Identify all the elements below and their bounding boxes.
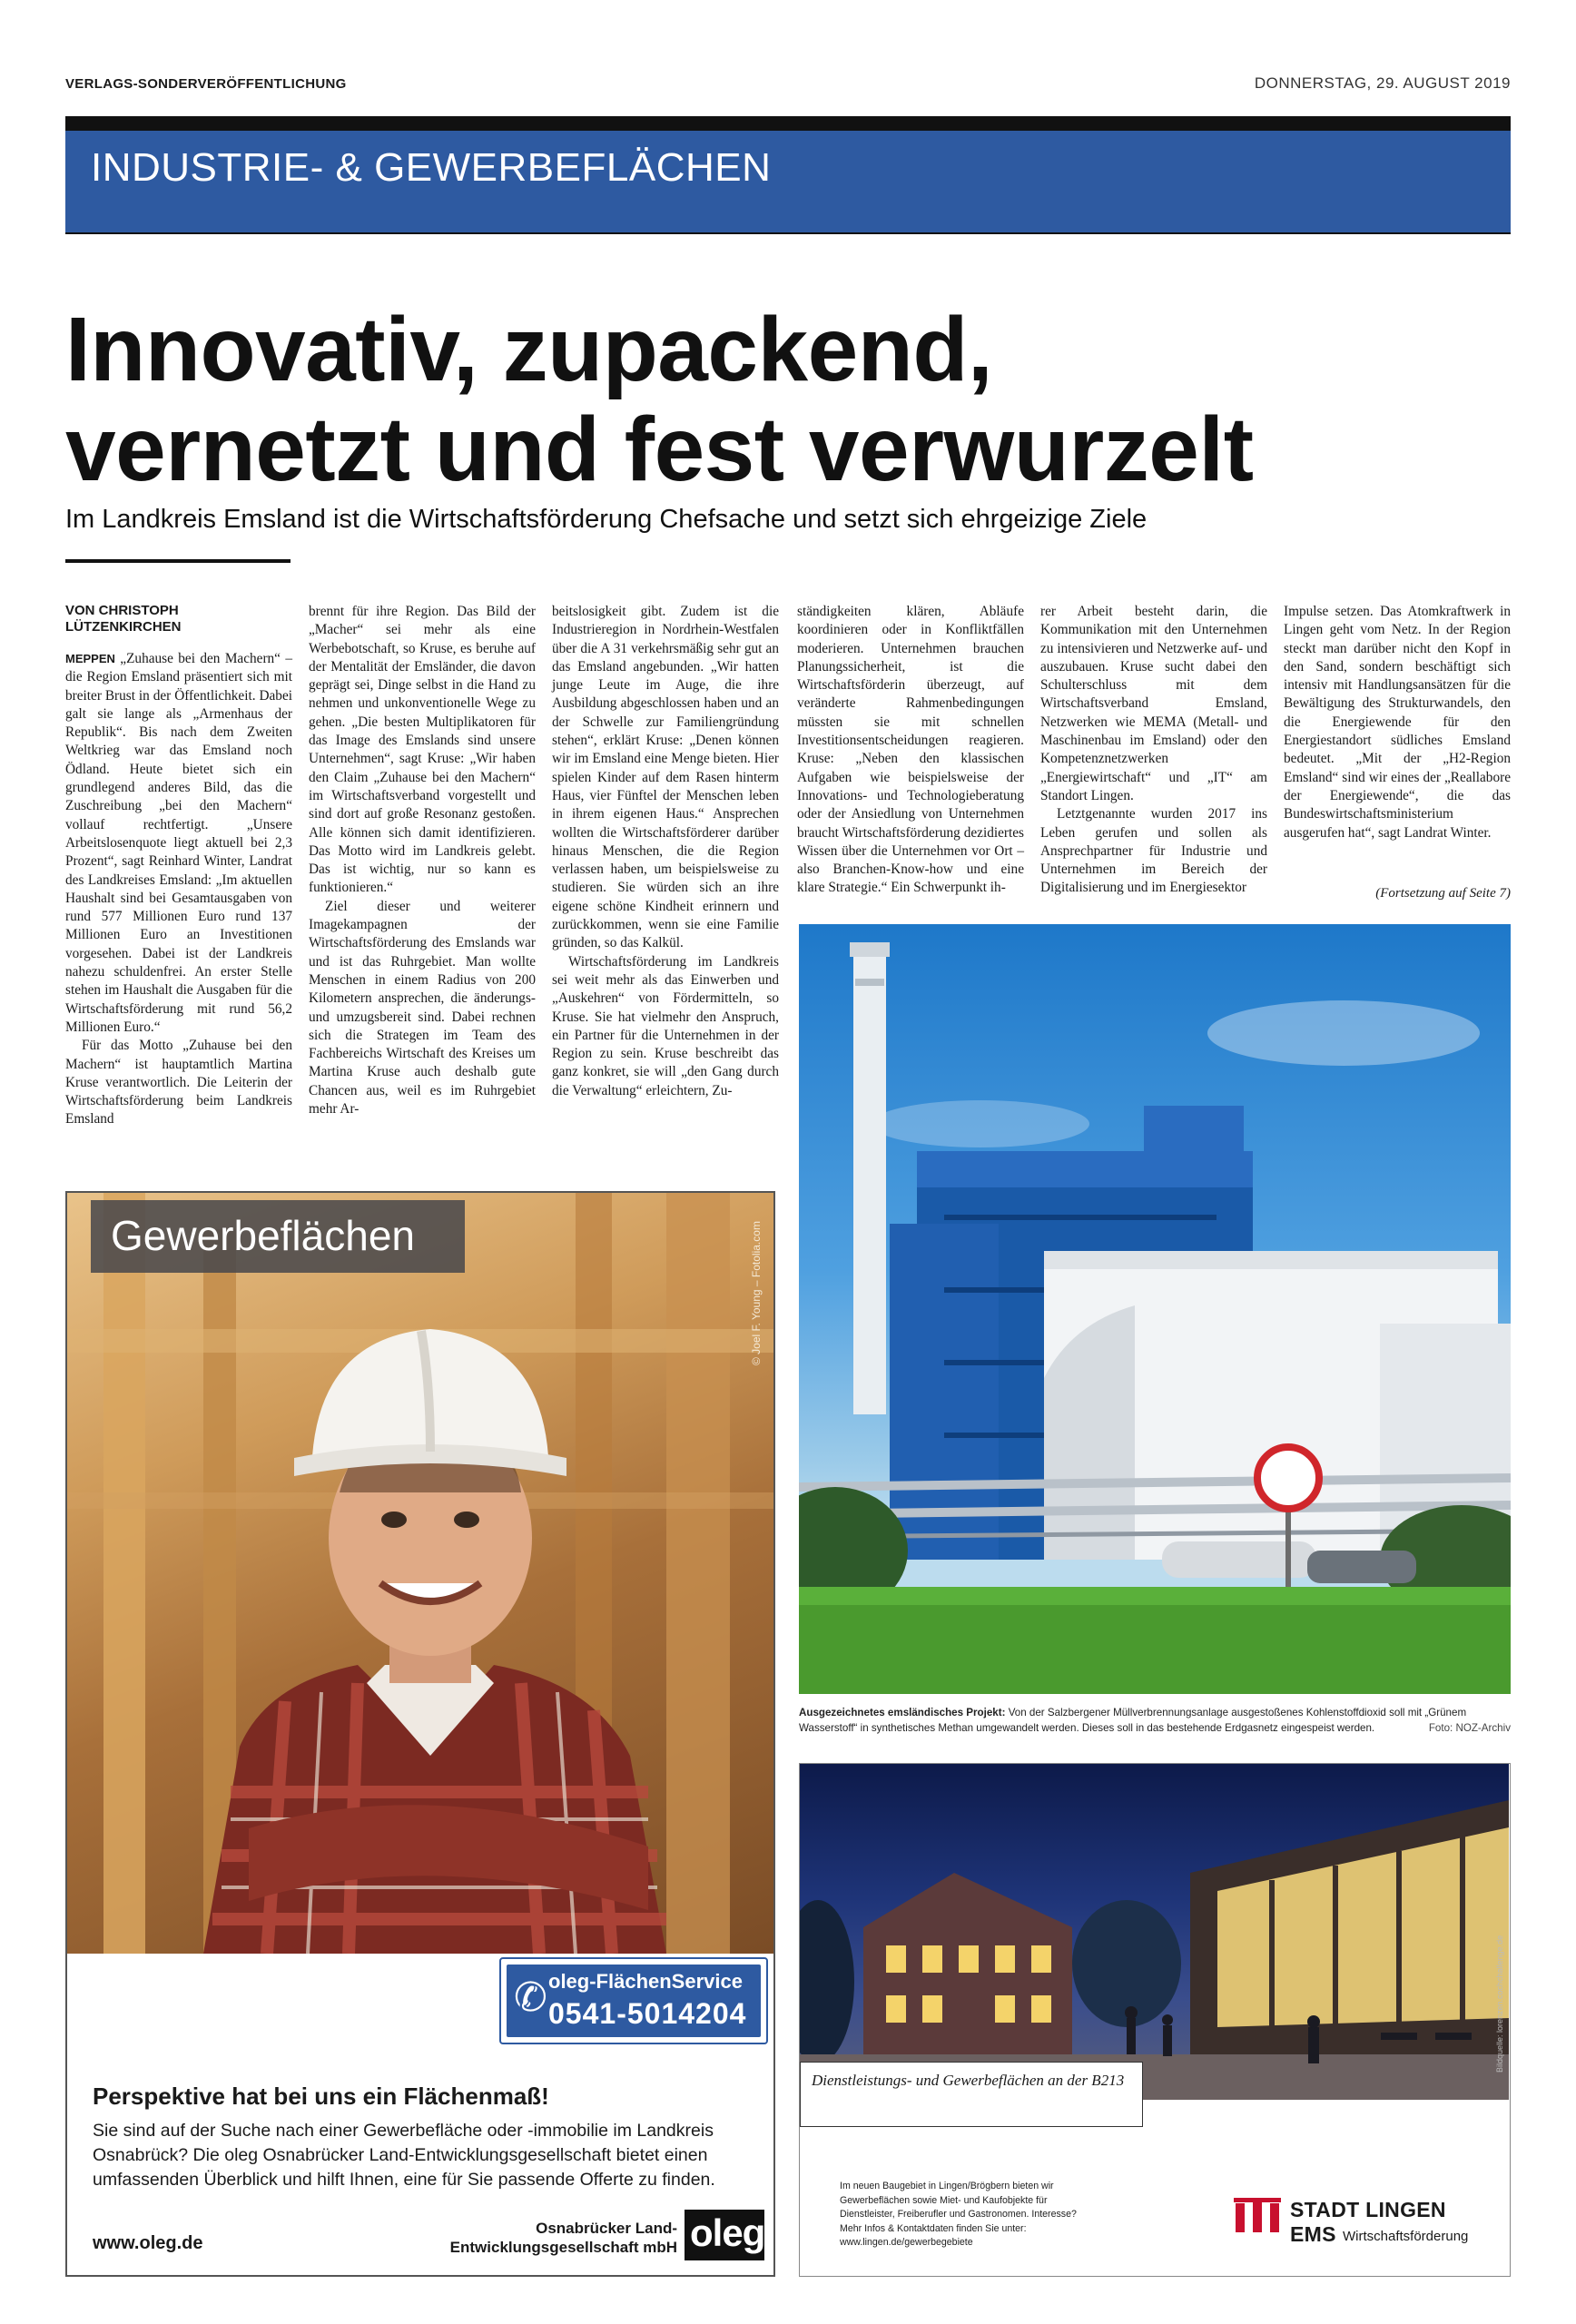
photo-credit: © Joel F. Young – Fotolia.com <box>750 1221 763 1365</box>
lingen-logo-sub: Wirtschaftsförderung <box>1343 2229 1469 2244</box>
col3-paragraph-2: Wirtschaftsförderung im Landkreis sei weit mehr als das Einwerben und „Auskehren“ von Fördermitteln, so Kruse. Sie hat vielmehr den Anspruch, ein Partner für die Unternehmen in der Region zu sein. Kruse beschreibt das ganz konkret, sie will „den Gang durch die Verwaltung“ erleichtern, Zu- <box>552 953 779 1098</box>
oleg-logo <box>685 2210 764 2260</box>
oleg-ad-body: Sie sind auf der Suche nach einer Gewerbefläche oder -immobilie im Landkreis Osnabrück? Die oleg Osnabrücker Land-Entwicklungsgesellschaft bietet einen umfassenden Überblick und hilft Ihnen, eine für Sie passende Offerte zu finden. <box>93 2121 715 2190</box>
lingen-text-line-2: Gewerbeflächen sowie Miet- und Kaufobjekte für <box>840 2194 1048 2206</box>
byline <box>65 603 292 635</box>
rendering-illustration <box>800 1764 1509 2100</box>
power-plant-photo <box>799 924 1511 1694</box>
rendering-caption: Dienstleistungs- und Gewerbeflächen an der B213 <box>812 2072 1125 2089</box>
lingen-logo-name: STADT LINGEN EMS <box>1290 2198 1446 2246</box>
lingen-text-line-4: Mehr Infos & Kontaktdaten finden Sie unter: <box>840 2222 1027 2234</box>
col2-paragraph-2: Ziel dieser und weiterer Imagekampagnen der Wirtschaftsförderung des Emslands war und ist das Ruhrgebiet. Man wollte Menschen in einem Radius von 200 Kilometern ansprechen, die änderungs- und umzugsbereit sind. Dabei rechnen sich die Strategen im Team des Fachbereichs Wirtschaft des Kreises um Martina Kruse auch deshalb gute Chancen aus, weil es im Ruhrgebiet mehr Ar- <box>309 898 536 1118</box>
header-rule <box>65 116 1511 131</box>
dateline: MEPPEN <box>65 652 115 665</box>
byline-line-1: VON CHRISTOPH <box>65 603 179 618</box>
headline-line-1: Innovativ, zupackend, <box>65 299 993 400</box>
lingen-crest-icon <box>1234 2198 1281 2234</box>
lingen-text-line-3: Dienstleister, Freiberufler und Gastronomen. Interesse? <box>840 2209 1077 2221</box>
gewerbeflaechen-label-text: Gewerbeflächen <box>111 1212 415 1259</box>
lingen-text-line-1: Im neuen Baugebiet in Lingen/Brögbern bieten wir <box>840 2181 1054 2191</box>
article-column-5 <box>1040 603 1267 898</box>
worker-illustration <box>67 1193 773 1954</box>
oleg-organisation <box>394 2219 677 2257</box>
page-header <box>65 76 1511 96</box>
photo-caption <box>799 1705 1511 1736</box>
article-column-3 <box>552 603 779 1100</box>
article-column-2 <box>309 603 536 1118</box>
org-line-1: Osnabrücker Land- <box>536 2220 677 2237</box>
service-name: oleg-FlächenService <box>548 1970 743 1993</box>
issue-date: DONNERSTAG, 29. AUGUST 2019 <box>1254 74 1511 92</box>
caption-lead: Ausgezeichnetes emsländisches Projekt: <box>799 1707 1006 1718</box>
stadt-lingen-logo <box>1234 2198 1488 2252</box>
col6-paragraph-1: Impulse setzen. Das Atomkraftwerk in Lingen geht vom Netz. In der Region steckt man darüber nicht den Kopf in den Sand, sondern beschäftigt sich intensiv mit Handlungsansätzen für die Bewältigung des Strukturwandels, den die Energiewende für den Energiestandort südliches Emsland bedeutet. „Mit der „H2-Region Emsland“ sind wir eines der „Reallabore der Energiewende“, die das Bundeswirtschaftsministerium ausgerufen hat“, sagt Landrat Winter. <box>1284 604 1511 841</box>
col2-paragraph-1: brennt für ihre Region. Das Bild der „Macher“ sei mehr als eine Werbebotschaft, so Kruse, es beruhe auf der Mentalität der Emsländer, die davon geprägt sei, Dinge selbst in die Hand zu nehmen und unkonventionelle Wege zu gehen. „Die besten Multiplikatoren für das Image des Emslands sind unsere Unternehmen“, sagt Kruse: „Wir haben den Claim „Zuhause bei den Machern“ im Wirtschaftsverband vorgestellt und sind dort auf große Resonanz gestoßen. Alle können sich damit identifizieren. Das Motto wird im Landkreis gelebt. Das ist wichtig, nur so kann es funktionieren.“ <box>309 604 536 896</box>
worker-photo <box>67 1193 773 1954</box>
photo-credit-noz: Foto: NOZ-Archiv <box>1428 1722 1511 1734</box>
col5-paragraph-1: rer Arbeit besteht darin, die Kommunikation mit den Unternehmen zu intensivieren und Netzwerke auf- und auszubauen. Kruse sucht dabei den Schulterschluss mit dem Wirtschaftsverband Emsland, Netzwerken wie MEMA (Metall- und Maschinenbau im Emsland) oder den Kompetenznetzwerken „Energiewirtschaft“ und „IT“ am Standort Lingen. <box>1040 604 1267 803</box>
byline-line-2: LÜTZENKIRCHEN <box>65 619 182 635</box>
section-rule <box>65 232 1511 234</box>
col1-paragraph-2: Für das Motto „Zuhause bei den Machern“ ist hauptamtlich Martina Kruse verantwortlich. Die Leiterin der Wirtschaftsförderung beim Landkreis Emsland <box>65 1038 292 1128</box>
caption-text: Von der Salzbergener Müllverbrennungsanlage ausgestoßenes Kohlenstoffdioxid soll mit „Grünem Wasserstoff“ in synthetisches Methan umgewandelt werden. Dieses soll in das bestehende Erdgasnetz eingespeist werden. <box>799 1707 1467 1734</box>
article-headline <box>65 300 1511 499</box>
service-phone: 0541-5014204 <box>548 1997 747 2030</box>
lingen-advertisement <box>799 1763 1511 2277</box>
article-column-6 <box>1284 603 1511 842</box>
evening-rendering <box>800 1764 1509 2100</box>
oleg-website-link[interactable]: www.oleg.de <box>93 2233 203 2253</box>
article-column-1 <box>65 650 292 1129</box>
org-line-2: Entwicklungsgesellschaft mbH <box>449 2239 677 2256</box>
gewerbeflaechen-label <box>91 1200 465 1273</box>
col1-paragraph-1: „Zuhause bei den Machern“ – die Region Emsland präsentiert sich mit breiter Brust in der Öffentlichkeit. Dabei galt sie lange als „Armenhaus der Republik“. Bis nach dem Zweiten Weltkrieg war das Emsland noch Ödland. Heute bietet sich ein grundlegend anderes Bild, das die Zuschreibung „bei den Machern“ vollauf rechtfertigt. „Unsere Arbeitslosenquote liegt aktuell bei 2,3 Prozent“, sagt Reinhard Winter, Landrat des Landkreises Emsland: „Im aktuellen Haushalt sind bei Gesamtausgaben von rund 577 Millionen Euro rund 137 Millionen Euro an Investitionen vorgesehen. Dabei ist der Landkreis nahezu schuldenfrei. An erster Stelle stehen im Haushalt die Ausgaben für die Wirtschaftsförderung mit rund 56,2 Millionen Euro.“ <box>65 651 293 1035</box>
lingen-ad-text <box>840 2180 1130 2250</box>
publication-label: VERLAGS-SONDERVERÖFFENTLICHUNG <box>65 76 347 92</box>
oleg-ad-headline: Perspektive hat bei uns ein Flächenmaß! <box>93 2083 549 2110</box>
phone-icon: ✆ <box>514 1975 547 2020</box>
continuation-note: (Fortsetzung auf Seite 7) <box>1375 886 1511 901</box>
headline-line-2: vernetzt und fest verwurzelt <box>65 399 1254 500</box>
power-plant-illustration <box>799 924 1511 1694</box>
section-title: INDUSTRIE- & GEWERBEFLÄCHEN <box>91 145 772 190</box>
section-band <box>65 131 1511 232</box>
col4-paragraph-1: ständigkeiten klären, Abläufe koordinieren oder in Konfliktfällen moderieren. Unternehmen brauchen Planungssicherheit, ist die Wirtschaftsförderin überzeugt, auf veränderte Rahmenbedingungen müssten sie mit schnellen Investitionsentscheidungen reagieren. Kruse: „Neben den klassischen Aufgaben wie beispielsweise der Innovations- und Technologieberatung oder der Ansiedlung von Unternehmen braucht Wirtschaftsförderung dezidiertes Wissen über die Unternehmen vor Ort – also Branchen-Know-how und eine klare Strategie.“ Ein Schwerpunkt ih- <box>797 604 1024 896</box>
flaechenservice-box <box>499 1957 768 2044</box>
article-column-4 <box>797 603 1024 898</box>
col5-paragraph-2: Letztgenannte wurden 2017 ins Leben gerufen und sollen als Ansprechpartner für Industrie und Unternehmen im Bereich der Digitalisierung und im Energiesektor <box>1040 806 1267 896</box>
rendering-credit: Bildquelle: lorenzen.cochchallenge.de <box>1495 1935 1504 2073</box>
col3-paragraph-1: beitslosigkeit gibt. Zudem ist die Industrieregion in Nordrhein-Westfalen über die A 31 verkehrsmäßig sehr gut an das Emsland angebunden. „Wir hatten junge Leute im Auge, die ihre Ausbildung abgeschlossen haben und an der Schwelle zur Familiengründung stehen“, erklärt Kruse: „Denen können wir im Emsland eine Menge bieten. Hier spielen Kinder auf dem Rasen hinterm Haus, vier Fünftel der Menschen leben in ihrem eigenen Haus.“ Ansprechen wollten die Wirtschaftsförderer darüber hinaus Menschen, die die Region verlassen haben, um beispielsweise zu studieren. Sie würden sich an ihre eigene schöne Kindheit erinnern und zurückkommen, wenn sie eine Familie gründen, so das Kalkül. <box>552 604 779 951</box>
article-subhead: Im Landkreis Emsland ist die Wirtschaftsförderung Chefsache und setzt sich ehrgeizige Ziele <box>65 505 1148 534</box>
oleg-advertisement <box>65 1191 775 2277</box>
oleg-logo-text: oleg <box>690 2211 765 2254</box>
lingen-website-link[interactable]: www.lingen.de/gewerbegebiete <box>840 2237 973 2249</box>
rendering-caption-box <box>800 2062 1143 2127</box>
byline-rule <box>65 559 291 563</box>
